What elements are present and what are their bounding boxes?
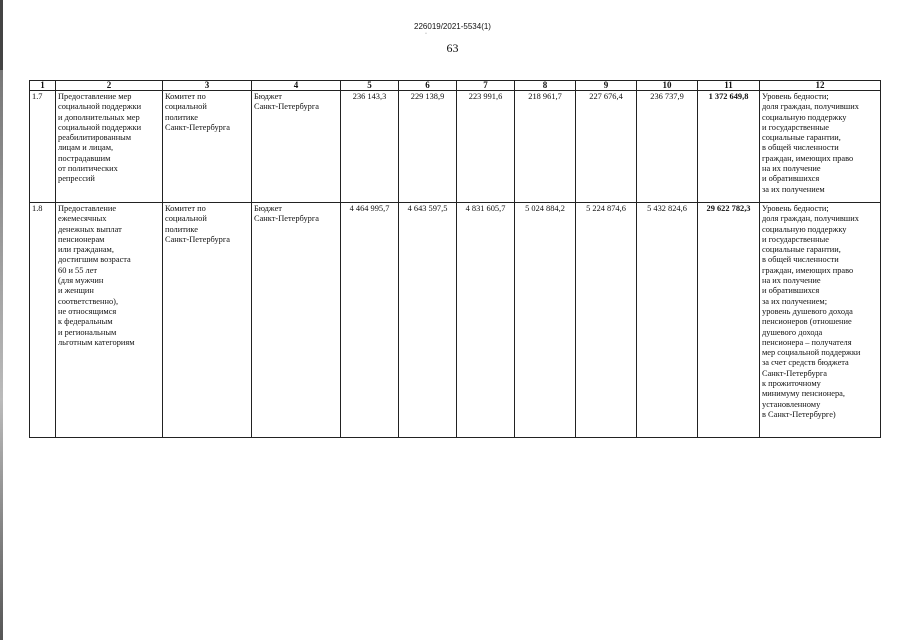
column-number-header [30,81,881,91]
value-col-7: 223 991,6 [457,91,515,203]
document-id: 226019/2021-5534(1) [414,22,491,31]
value-col-10: 236 737,9 [637,91,698,203]
table-row [30,203,881,438]
executor-text: Комитет по социальной политике Санкт-Петербурга [165,204,230,244]
funding-source-text: Бюджет Санкт-Петербурга [254,92,319,112]
value-col-10: 5 432 824,6 [637,203,698,438]
executor [163,203,252,438]
executor-text: Комитет по социальной политике Санкт-Петербурга [165,92,230,132]
measure-name-text: Предоставление ежемесячных денежных выплат пенсионерам или гражданам, достигшим возраста 60 и 55 лет (для мужчин и женщин соответственно), не относящимся к федеральным и региональным льготным категориям [58,204,135,347]
value-col-9: 227 676,4 [576,91,637,203]
table-row [30,91,881,203]
col-header: 2 [56,81,163,91]
value-col-6: 4 643 597,5 [399,203,457,438]
indicator [760,91,881,203]
col-header: 3 [163,81,252,91]
executor [163,91,252,203]
value-col-9: 5 224 874,6 [576,203,637,438]
indicator-text: Уровень бедности; доля граждан, получивших социальную поддержку и государственные социальные гарантии, в общей численности граждан, имеющих право на их получение и обратившихся за их получением; уровень душевого дохода пенсионеров (отношение душевого дохода пенсионера – получателя мер социальной поддержки за счет средств бюджета Санкт-Петербурга к прожиточному минимуму пенсионера, установленному в Санкт-Петербурге) [762,204,861,419]
scan-speck: · [425,31,427,37]
funding-source-text: Бюджет Санкт-Петербурга [254,204,319,224]
col-header: 7 [457,81,515,91]
measure-name-text: Предоставление мер социальной поддержки и дополнительных мер социальной поддержки реабилитированным лицам и лицам, пострадавшим от политических репрессий [58,92,142,184]
page-number: 63 [446,41,459,55]
row-number: 1.8 [30,203,56,438]
col-header: 11 [698,81,760,91]
col-header: 1 [30,81,56,91]
value-col-6: 229 138,9 [399,91,457,203]
program-table [29,80,881,438]
col-header: 5 [341,81,399,91]
col-header: 4 [252,81,341,91]
value-col-8: 5 024 884,2 [515,203,576,438]
funding-source [252,203,341,438]
scan-left-edge [0,0,3,640]
value-col-5: 4 464 995,7 [341,203,399,438]
indicator-text: Уровень бедности; доля граждан, получивших социальную поддержку и государственные социальные гарантии, в общей численности граждан, имеющих право на их получение и обратившихся за их получением [762,92,859,194]
indicator [760,203,881,438]
value-col-7: 4 831 605,7 [457,203,515,438]
total-value: 29 622 782,3 [698,203,760,438]
value-col-8: 218 961,7 [515,91,576,203]
col-header: 6 [399,81,457,91]
col-header: 10 [637,81,698,91]
measure-name [56,91,163,203]
funding-source [252,91,341,203]
col-header: 12 [760,81,881,91]
measure-name [56,203,163,438]
total-value: 1 372 649,8 [698,91,760,203]
row-number: 1.7 [30,91,56,203]
col-header: 8 [515,81,576,91]
value-col-5: 236 143,3 [341,91,399,203]
col-header: 9 [576,81,637,91]
